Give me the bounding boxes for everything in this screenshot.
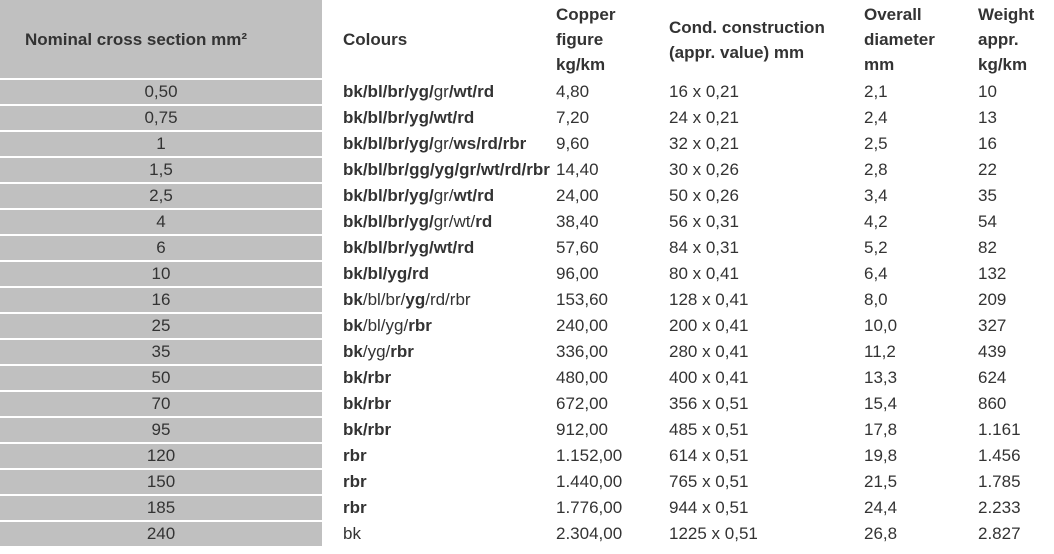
- colour-code-segment: bk/bl/br/yg/: [343, 82, 434, 101]
- colour-code-segment: /rd/rbr: [425, 290, 471, 309]
- cell-overall-diameter: 15,4: [864, 394, 898, 413]
- colour-code-segment: bk: [343, 316, 363, 335]
- cell-colours: [322, 495, 535, 521]
- colour-code-segment: bk: [343, 342, 363, 361]
- table-row: [0, 365, 1054, 391]
- cell-colours: [322, 131, 535, 157]
- table-row: [0, 443, 1054, 469]
- cell-weight: 54: [978, 212, 997, 231]
- cell-cond-construction: 485 x 0,51: [669, 420, 749, 439]
- colour-code-segment: /bl/br/: [362, 290, 406, 309]
- cell-colours: [322, 235, 535, 261]
- header-weight-line2: appr.: [978, 30, 1019, 49]
- colour-code-segment: bk: [343, 290, 363, 309]
- cell-overall-diameter: 2,5: [864, 134, 888, 153]
- cell-copper-figure: 9,60: [556, 134, 590, 153]
- cell-cross-section: 0,50: [0, 79, 322, 105]
- cell-cross-section: 120: [0, 443, 322, 469]
- cell-colours: [322, 339, 535, 365]
- cell-overall-diameter: 6,4: [864, 264, 888, 283]
- table-row: [0, 235, 1054, 261]
- cell-weight: 10: [978, 82, 997, 101]
- cell-weight: 327: [978, 316, 1007, 335]
- cell-copper-figure: 2.304,00: [556, 524, 623, 543]
- cell-copper-figure: 336,00: [556, 342, 608, 361]
- cell-cross-section: 25: [0, 313, 322, 339]
- cell-copper-figure: 480,00: [556, 368, 608, 387]
- header-cond-construction-line2: (appr. value) mm: [669, 42, 805, 62]
- cell-overall-diameter: 13,3: [864, 368, 898, 387]
- cell-copper-figure: 240,00: [556, 316, 608, 335]
- cell-colours: [322, 521, 535, 547]
- cell-copper-figure: 1.152,00: [556, 446, 623, 465]
- cell-overall-diameter: 5,2: [864, 238, 888, 257]
- cell-overall-diameter: 4,2: [864, 212, 888, 231]
- cell-weight: 1.785: [978, 472, 1021, 491]
- cell-copper-figure: 1.440,00: [556, 472, 623, 491]
- colour-code-segment: rbr: [343, 472, 367, 491]
- colour-code-segment: gr/: [433, 186, 454, 205]
- cell-overall-diameter: 11,2: [864, 342, 896, 361]
- cell-cond-construction: 128 x 0,41: [669, 290, 749, 309]
- cell-overall-diameter: 10,0: [864, 316, 898, 335]
- cell-copper-figure: 672,00: [556, 394, 608, 413]
- cell-cross-section: 70: [0, 391, 322, 417]
- cell-overall-diameter: 19,8: [864, 446, 898, 465]
- colour-code-segment: bk/rbr: [343, 368, 392, 387]
- cell-copper-figure: 38,40: [556, 212, 599, 231]
- cell-cond-construction: 16 x 0,21: [669, 82, 739, 101]
- colour-code-segment: /wt/rd: [448, 82, 495, 101]
- cell-cross-section: 10: [0, 261, 322, 287]
- cell-cond-construction: 30 x 0,26: [669, 160, 739, 179]
- cell-weight: 860: [978, 394, 1007, 413]
- colour-code-segment: gr: [433, 82, 449, 101]
- table-row: [0, 105, 1054, 131]
- table-row: [0, 495, 1054, 521]
- colour-code-segment: ws/rd/rbr: [453, 134, 527, 153]
- colour-code-segment: wt/rd: [453, 186, 495, 205]
- colour-code-segment: rd: [475, 212, 493, 231]
- table-row: [0, 157, 1054, 183]
- table-row: [0, 391, 1054, 417]
- cell-colours: [322, 287, 535, 313]
- colour-code-segment: bk/bl/br/yg/: [343, 186, 434, 205]
- colour-code-segment: rbr: [343, 446, 367, 465]
- cell-cross-section: 0,75: [0, 105, 322, 131]
- cell-cross-section: 95: [0, 417, 322, 443]
- header-cond-construction-line1: Cond. construction: [669, 17, 825, 37]
- table-row: [0, 313, 1054, 339]
- cell-cross-section: 1: [0, 131, 322, 157]
- cell-weight: 1.161: [978, 420, 1021, 439]
- colour-code-segment: bk/bl/br/yg/: [343, 134, 434, 153]
- colour-code-segment: bk/bl/br/yg/: [343, 212, 434, 231]
- cell-colours: [322, 183, 535, 209]
- cell-colours: [322, 313, 535, 339]
- cell-copper-figure: 4,80: [556, 82, 590, 101]
- cell-overall-diameter: 2,1: [864, 82, 888, 101]
- cell-copper-figure: 57,60: [556, 238, 599, 257]
- cell-cond-construction: 356 x 0,51: [669, 394, 749, 413]
- cell-colours: [322, 365, 535, 391]
- cell-weight: 35: [978, 186, 997, 205]
- cell-overall-diameter: 3,4: [864, 186, 888, 205]
- cell-weight: 22: [978, 160, 997, 179]
- colour-code-segment: /yg/: [362, 342, 391, 361]
- table-row: [0, 469, 1054, 495]
- cell-cross-section: 150: [0, 469, 322, 495]
- table-row: [0, 131, 1054, 157]
- cell-cond-construction: 1225 x 0,51: [669, 524, 758, 543]
- cell-overall-diameter: 26,8: [864, 524, 898, 543]
- colour-code-segment: gr/: [433, 134, 454, 153]
- header-weight: [961, 0, 1054, 79]
- table-row: [0, 287, 1054, 313]
- cell-weight: 209: [978, 290, 1007, 309]
- header-weight-line3: kg/km: [978, 55, 1028, 74]
- cell-weight: 439: [978, 342, 1007, 361]
- cell-colours: [322, 391, 535, 417]
- colour-code-segment: bk: [343, 524, 361, 543]
- cell-colours: [322, 157, 550, 183]
- cell-colours: [322, 469, 535, 495]
- cell-weight: 2.827: [978, 524, 1021, 543]
- cell-cond-construction: 32 x 0,21: [669, 134, 739, 153]
- colour-code-segment: bk/bl/br/yg/wt/rd: [343, 238, 475, 257]
- colour-code-segment: yg: [405, 290, 426, 309]
- cell-copper-figure: 7,20: [556, 108, 590, 127]
- cell-cond-construction: 84 x 0,31: [669, 238, 739, 257]
- cell-colours: [322, 443, 535, 469]
- cell-cond-construction: 280 x 0,41: [669, 342, 749, 361]
- cell-cross-section: 240: [0, 521, 322, 547]
- cell-cond-construction: 56 x 0,31: [669, 212, 739, 231]
- cell-cross-section: 1,5: [0, 157, 322, 183]
- header-copper-figure-line3: kg/km: [556, 55, 606, 74]
- cell-cond-construction: 200 x 0,41: [669, 316, 749, 335]
- cell-copper-figure: 96,00: [556, 264, 599, 283]
- colour-code-segment: bk/bl/yg/rd: [343, 264, 429, 283]
- colour-code-segment: bk/bl/br/yg/wt/rd: [343, 108, 475, 127]
- header-copper-figure: [535, 0, 649, 79]
- cell-cross-section: 50: [0, 365, 322, 391]
- cell-overall-diameter: 8,0: [864, 290, 888, 309]
- header-overall-diameter-line2: diameter: [864, 30, 935, 49]
- table-body: [0, 79, 1054, 547]
- cell-cond-construction: 614 x 0,51: [669, 446, 749, 465]
- cell-cross-section: 6: [0, 235, 322, 261]
- cell-cond-construction: 400 x 0,41: [669, 368, 749, 387]
- cell-weight: 1.456: [978, 446, 1021, 465]
- cell-colours: [322, 417, 535, 443]
- header-cross-section: Nominal cross section mm²: [0, 0, 322, 79]
- colour-code-segment: bk/rbr: [343, 420, 392, 439]
- table-row: [0, 417, 1054, 443]
- header-overall-diameter: [843, 0, 961, 79]
- cell-weight: 624: [978, 368, 1007, 387]
- cell-overall-diameter: 2,8: [864, 160, 888, 179]
- cell-cond-construction: 944 x 0,51: [669, 498, 749, 517]
- header-overall-diameter-line3: mm: [864, 55, 895, 74]
- colour-code-segment: rbr: [343, 498, 367, 517]
- cell-copper-figure: 912,00: [556, 420, 608, 439]
- cell-cross-section: 2,5: [0, 183, 322, 209]
- cell-overall-diameter: 2,4: [864, 108, 888, 127]
- header-copper-figure-line1: Copper: [556, 5, 616, 24]
- cell-overall-diameter: 17,8: [864, 420, 898, 439]
- cell-cond-construction: 50 x 0,26: [669, 186, 739, 205]
- table-row: [0, 183, 1054, 209]
- cell-copper-figure: 24,00: [556, 186, 599, 205]
- cell-cross-section: 185: [0, 495, 322, 521]
- cell-overall-diameter: 24,4: [864, 498, 898, 517]
- cell-cross-section: 16: [0, 287, 322, 313]
- cell-colours: [322, 261, 535, 287]
- table-row: [0, 209, 1054, 235]
- cell-weight: 82: [978, 238, 997, 257]
- colour-code-segment: bk/bl/br/gg/yg/gr/wt/rd/rbr: [343, 160, 550, 179]
- cell-colours: [322, 209, 535, 235]
- cell-colours: [322, 105, 535, 131]
- table-row: [0, 261, 1054, 287]
- colour-code-segment: rbr: [390, 342, 414, 361]
- colour-code-segment: bk/rbr: [343, 394, 392, 413]
- cell-copper-figure: 14,40: [556, 160, 599, 179]
- colour-code-segment: rbr: [408, 316, 432, 335]
- table-row: [0, 339, 1054, 365]
- header-overall-diameter-line1: Overall: [864, 5, 922, 24]
- cell-cross-section: 35: [0, 339, 322, 365]
- cell-cond-construction: 765 x 0,51: [669, 472, 749, 491]
- cell-weight: 16: [978, 134, 997, 153]
- colour-code-segment: /bl/yg/: [362, 316, 409, 335]
- cell-overall-diameter: 21,5: [864, 472, 898, 491]
- cell-weight: 132: [978, 264, 1007, 283]
- cell-colours: [322, 79, 535, 105]
- header-weight-line1: Weight: [978, 5, 1035, 24]
- cell-copper-figure: 153,60: [556, 290, 608, 309]
- table-header-row: [0, 0, 1054, 79]
- header-copper-figure-line2: figure: [556, 30, 604, 49]
- header-cond-construction: [649, 0, 843, 79]
- table-row: [0, 79, 1054, 105]
- cell-cond-construction: 80 x 0,41: [669, 264, 739, 283]
- cell-weight: 13: [978, 108, 997, 127]
- cell-cross-section: 4: [0, 209, 322, 235]
- colour-code-segment: gr/wt/: [433, 212, 476, 231]
- table-row: [0, 521, 1054, 547]
- cell-copper-figure: 1.776,00: [556, 498, 623, 517]
- header-colours: Colours: [343, 30, 408, 49]
- cell-cond-construction: 24 x 0,21: [669, 108, 739, 127]
- cell-weight: 2.233: [978, 498, 1021, 517]
